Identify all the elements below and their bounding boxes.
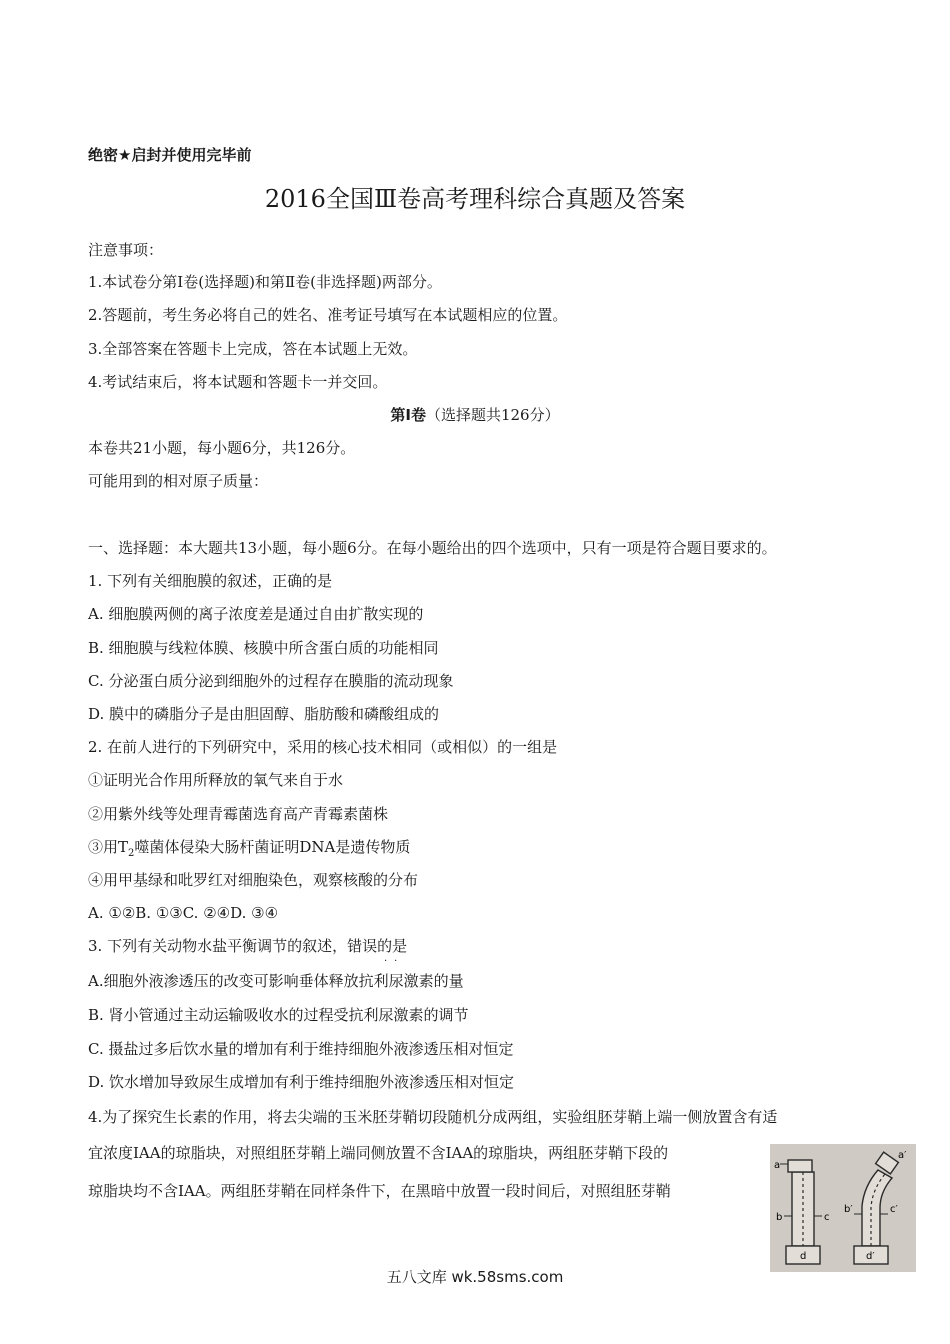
study-item-prefix: ③用T	[88, 838, 129, 856]
section-title-rest: （选择题共126分）	[425, 406, 560, 424]
notice-item: 4.考试结束后，将本试题和答题卡一并交回。	[88, 373, 388, 391]
answer-option: D. 膜中的磷脂分子是由胆固醇、脂肪酸和磷酸组成的	[88, 705, 440, 723]
figure-label-a: a	[774, 1160, 781, 1171]
coleoptile-figure	[770, 1144, 916, 1272]
study-item: ①证明光合作用所释放的氧气来自于水	[88, 771, 344, 789]
figure-label-a-prime: a′	[898, 1150, 907, 1161]
answer-option: B. 细胞膜与线粒体膜、核膜中所含蛋白质的功能相同	[88, 639, 439, 657]
question-text: 4.为了探究生长素的作用，将去尖端的玉米胚芽鞘切段随机分成两组，实验组胚芽鞘上端一侧放置含有适	[88, 1108, 778, 1126]
page-title: 2016全国Ⅲ卷高考理科综合真题及答案	[264, 185, 686, 213]
question-stem: 3. 下列有关动物水盐平衡调节的叙述，错误的是	[88, 937, 408, 955]
figure-label-b: b	[776, 1212, 783, 1223]
question-text: 琼脂块均不含IAA。两组胚芽鞘在同样条件下，在黑暗中放置一段时间后，对照组胚芽鞘	[88, 1182, 671, 1200]
figure-label-d-prime: d′	[866, 1251, 875, 1262]
answer-option: C. 摄盐过多后饮水量的增加有利于维持细胞外液渗透压相对恒定	[88, 1040, 514, 1058]
confidential-mark: 绝密★启封并使用完毕前	[88, 146, 252, 164]
atomic-mass-label: 可能用到的相对原子质量：	[88, 472, 269, 490]
subscript: 2	[128, 848, 135, 859]
answer-options: A. ①②B. ①③C. ②④D. ③④	[88, 904, 279, 922]
section-title	[0, 404, 950, 425]
question-text: 宜浓度IAA的琼脂块，对照组胚芽鞘上端同侧放置不含IAA的琼脂块，两组胚芽鞘下段的	[88, 1144, 669, 1162]
figure-label-c-prime: c′	[890, 1204, 898, 1215]
answer-option: C. 分泌蛋白质分泌到细胞外的过程存在膜脂的流动现象	[88, 672, 454, 690]
section-description: 本卷共21小题，每小题6分，共126分。	[88, 439, 356, 457]
study-item: ②用紫外线等处理青霉菌选育高产青霉素菌株	[88, 805, 389, 823]
coleoptile-diagram	[770, 1144, 916, 1272]
figure-label-d: d	[800, 1251, 807, 1262]
section-title-bold: 第Ⅰ卷	[390, 406, 426, 424]
footer-watermark: 五八文库 wk.58sms.com	[386, 1268, 564, 1286]
answer-option: B. 肾小管通过主动运输吸收水的过程受抗利尿激素的调节	[88, 1006, 469, 1024]
notice-item: 3.全部答案在答题卡上完成，答在本试题上无效。	[88, 340, 418, 358]
answer-option: D. 饮水增加导致尿生成增加有利于维持细胞外液渗透压相对恒定	[88, 1073, 515, 1091]
study-item-suffix: 噬菌体侵染大肠杆菌证明DNA是遗传物质	[134, 838, 411, 856]
notice-item: 2.答题前，考生务必将自己的姓名、准考证号填写在本试题相应的位置。	[88, 306, 568, 324]
answer-option: A. 细胞膜两侧的离子浓度差是通过自由扩散实现的	[88, 605, 424, 623]
part-intro: 一、选择题：本大题共13小题，每小题6分。在每小题给出的四个选项中，只有一项是符合题目要求的。	[88, 539, 777, 557]
answer-option: A.细胞外液渗透压的改变可影响垂体释放抗利尿激素的量	[88, 972, 464, 990]
study-item	[88, 837, 410, 864]
question-stem: 2. 在前人进行的下列研究中，采用的核心技术相同（或相似）的一组是	[88, 738, 558, 756]
study-item: ④用甲基绿和吡罗红对细胞染色，观察核酸的分布	[88, 871, 419, 889]
notice-item: 1.本试卷分第Ⅰ卷(选择题)和第Ⅱ卷(非选择题)两部分。	[88, 273, 442, 291]
figure-label-b-prime: b′	[844, 1204, 853, 1215]
notice-heading: 注意事项：	[88, 241, 164, 259]
figure-label-c: c	[824, 1212, 830, 1223]
question-stem: 1. 下列有关细胞膜的叙述，正确的是	[88, 572, 333, 590]
emphasis-dots: ··	[384, 956, 405, 967]
